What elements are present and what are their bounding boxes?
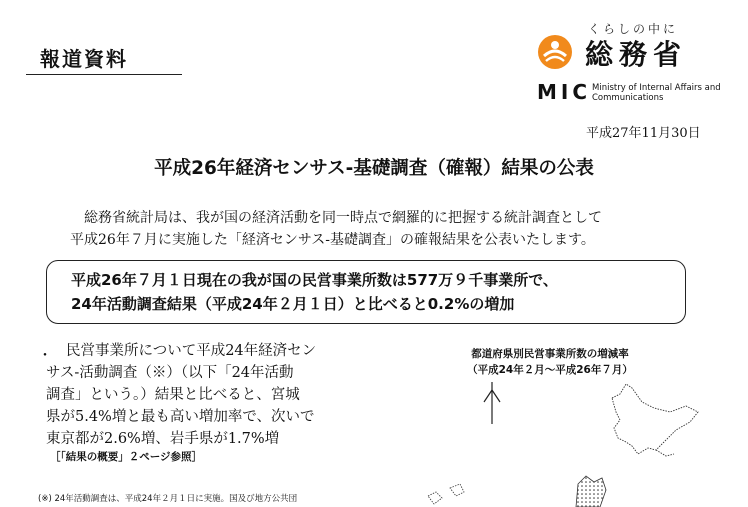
bullet-mark: ・ [38, 348, 52, 364]
prefecture-map [380, 372, 720, 507]
logo-ministry-name: 総務省 [585, 38, 688, 71]
document-type-label: 報道資料 [40, 47, 128, 71]
map-title-text: 都道府県別民営事業所数の増減率 [471, 348, 629, 360]
bullet-line: 民営事業所について平成24年経済セン [66, 343, 317, 359]
summary-line: 24年活動調査結果（平成24年２月１日）と比べると0.2%の増加 [71, 295, 515, 313]
logo-abbreviation: MIC [537, 80, 592, 104]
hokkaido-outline [612, 384, 698, 454]
ministry-logo-icon [537, 34, 573, 70]
island-outline [428, 492, 442, 504]
intro-paragraph [70, 207, 700, 251]
bullet-paragraph [46, 340, 376, 450]
reference-note: ［「結果の概要」２ページ参照］ [50, 451, 203, 463]
summary-box [46, 260, 686, 324]
page-title: 平成26年経済センサス‐基礎調査（確報）結果の公表 [154, 158, 594, 179]
tohoku-region [576, 476, 606, 507]
map-period-text: （平成24年２月～平成26年７月） [467, 364, 633, 376]
bullet-line: 東京都が2.6%増、岩手県が1.7%増 [46, 431, 280, 447]
logo-english-name: Ministry of Internal Affairs and Communications [592, 83, 721, 103]
footnote: (※) 24年活動調査は、平成24年２月１日に実施。国及び地方公共団 [38, 494, 298, 504]
logo-tagline: くらしの中に [588, 22, 679, 36]
island-outline [450, 484, 464, 496]
bullet-line: 県が5.4%増と最も高い増加率で、次いで [46, 409, 315, 425]
release-date: 平成27年11月30日 [586, 126, 701, 141]
intro-line: 総務省統計局は、我が国の経済活動を同一時点で網羅的に把握する統計調査として [84, 210, 602, 226]
north-arrow-icon [484, 382, 500, 424]
summary-line: 平成26年７月１日現在の我が国の民営事業所数は577万９千事業所で、 [71, 271, 558, 289]
document-type-underline [26, 74, 182, 75]
bullet-line: 調査」という。）結果と比べると、宮城 [46, 387, 300, 403]
bullet-line: サス‐活動調査（※）（以下「24年活動 [46, 365, 294, 381]
intro-line: 平成26年７月に実施した「経済センサス‐基礎調査」の確報結果を公表いたします。 [70, 232, 595, 248]
